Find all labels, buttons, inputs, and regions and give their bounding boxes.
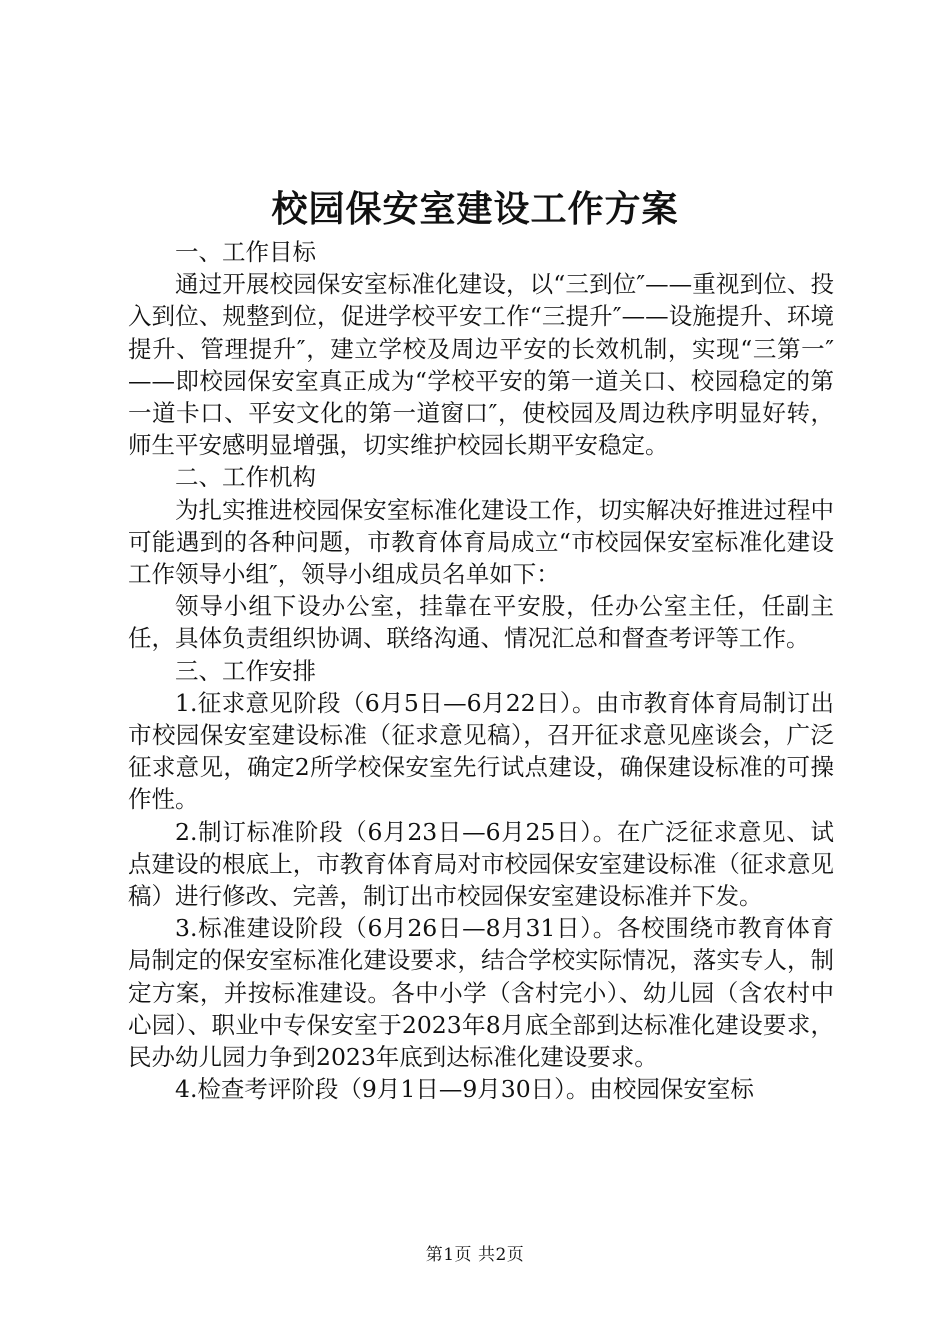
- section-heading-arrangement: 三、工作安排: [175, 656, 316, 685]
- section-heading-goals: 一、工作目标: [175, 238, 316, 266]
- paragraph-organization: 为扎实推进校园保安室标准化建设工作，切实解决好推进过程中可能遇到的各种问题，市教育体育局成立“市校园保安室标准化建设工作领导小组″，领导小组成员名单如下：: [128, 495, 834, 589]
- paragraph-office: 领导小组下设办公室，挂靠在平安股，任办公室主任，任副主任，具体负责组织协调、联络沟通、情况汇总和督查考评等工作。: [128, 592, 834, 653]
- paragraph-goals: 通过开展校园保安室标准化建设，以“三到位″——重视到位、投入到位、规整到位，促进学校平安工作“三提升″——设施提升、环境提升、管理提升″，建立学校及周边平安的长效机制，实现“三第一″——即校园保安室真正成为“学校平安的第一道关口、校园稳定的第一道卡口、平安文化的第一道窗口″，使校园及周边秩序明显好转，师生平安感明显增强，切实维护校园长期平安稳定。: [128, 270, 834, 460]
- section-heading-organization: 二、工作机构: [175, 463, 316, 492]
- document-body: [128, 236, 834, 1105]
- page-footer: 第1页 共2页: [425, 1245, 525, 1265]
- paragraph-phase-1: 1.征求意见阶段（6月5日—6月22日）。由市教育体育局制订出市校园保安室建设标准（征求意见稿），召开征求意见座谈会，广泛征求意见，确定2所学校保安室先行试点建设，确保建设标准的可操作性。: [128, 688, 834, 814]
- paragraph-phase-3: 3.标准建设阶段（6月26日—8月31日）。各校围绕市教育体育局制定的保安室标准化建设要求，结合学校实际情况，落实专人，制定方案，并按标准建设。各中小学（含村完小）、幼儿园（含农村中心园）、职业中专保安室于2023年8月底全部到达标准化建设要求，民办幼儿园力争到2023年底到达标准化建设要求。: [128, 914, 834, 1072]
- document-title: 校园保安室建设工作方案: [271, 188, 679, 230]
- paragraph-phase-2: 2.制订标准阶段（6月23日—6月25日）。在广泛征求意见、试点建设的根底上，市教育体育局对市校园保安室建设标准（征求意见稿）进行修改、完善，制订出市校园保安室建设标准并下发。: [128, 817, 834, 911]
- paragraph-phase-4: 4.检查考评阶段（9月1日—9月30日）。由校园保安室标: [175, 1075, 754, 1104]
